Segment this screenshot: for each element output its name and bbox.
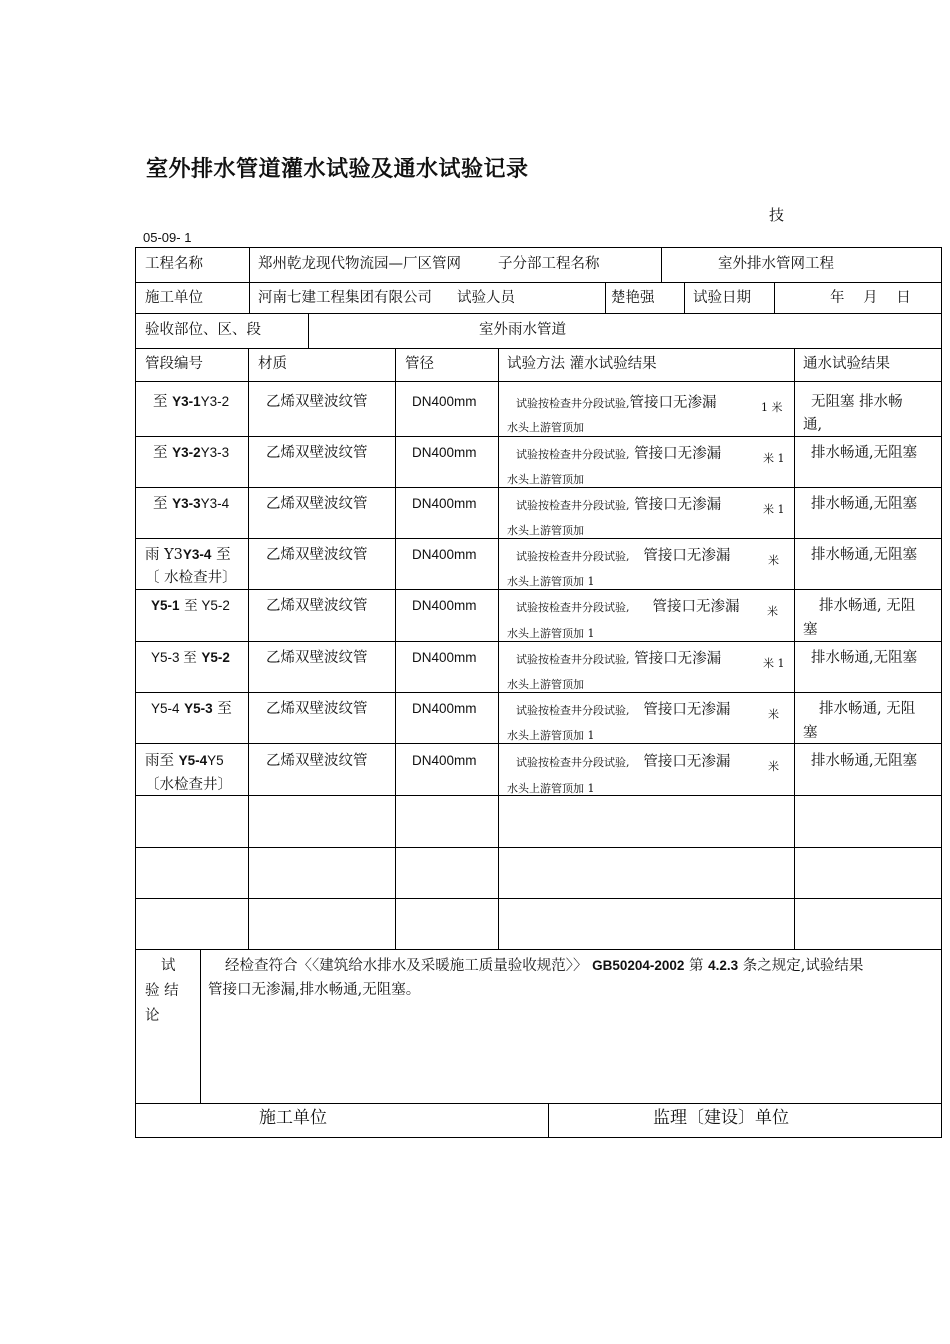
method-cell-2: 水头上游管顶加 [507,678,584,691]
method-cell: 试验按检查井分段试验, 管接口无渗漏 [516,497,722,513]
diameter-cell: DN400mm [412,547,477,562]
method-cell-2: 水头上游管顶加 [507,524,584,537]
col-method: 试验方法 灌水试验结果 [507,356,657,372]
project-name-label: 工程名称 [145,256,203,272]
acceptance-label: 验收部位、区、段 [145,322,261,338]
footer-construction-unit: 施工单位 [259,1108,327,1128]
test-date: 年 月 日 [830,290,911,306]
diameter-cell: DN400mm [412,598,477,613]
method-unit: 米 [768,708,779,721]
table-row: Y5-4 Y5-3 至 [151,701,232,717]
method-cell-2: 水头上游管顶加 1 [507,782,595,795]
method-unit: 米 1 [763,503,785,516]
method-cell: 试验按检查井分段试验, 管接口无渗漏 [516,599,740,615]
segment-note: 〔 水检查井〕 [145,570,237,586]
flow-cell: 排水畅通,无阻塞 [811,547,918,563]
flow-cell: 排水畅通,无阻塞 [811,496,918,512]
method-unit: 1 米 [761,401,783,414]
method-unit: 米 [768,760,779,773]
corner-mark: 技 [769,206,785,224]
diameter-cell: DN400mm [412,394,477,409]
diameter-cell: DN400mm [412,496,477,511]
flow-cell: 排水畅通,无阻塞 [811,445,918,461]
method-cell-2: 水头上游管顶加 1 [507,575,595,588]
method-unit: 米 [768,554,779,567]
footer-supervision-unit: 监理〔建设〕单位 [653,1108,789,1128]
table-row: 雨 Y3Y3-4 至 [145,547,231,563]
diameter-cell: DN400mm [412,701,477,716]
flow-cell: 排水畅通, 无阻 [819,598,916,614]
method-cell: 试验按检查井分段试验, 管接口无渗漏 [516,651,722,667]
method-cell-2: 水头上游管顶加 1 [507,729,595,742]
material-cell: 乙烯双壁波纹管 [266,598,368,614]
conclusion-text-2: 管接口无渗漏,排水畅通,无阻塞。 [208,982,421,998]
flow-cell: 无阻塞 排水畅 [811,394,903,410]
method-unit: 米 [767,605,778,618]
flow-cell-2: 通, [803,417,823,433]
tester-label: 试验人员 [457,290,515,306]
conclusion-label-1: 试 [161,958,176,974]
diameter-cell: DN400mm [412,650,477,665]
method-unit: 米 1 [763,452,785,465]
method-cell-2: 水头上游管顶加 [507,473,584,486]
construction-unit: 河南七建工程集团有限公司 [258,290,432,306]
page-title: 室外排水管道灌水试验及通水试验记录 [146,157,529,182]
table-row: Y5-3 至 Y5-2 [151,650,230,665]
col-segment: 管段编号 [145,356,203,372]
tester: 楚艳强 [611,290,655,306]
table-row: 至 Y3-2Y3-3 [153,445,230,461]
project-name: 郑州乾龙现代物流园—厂区管网 [258,256,461,272]
conclusion-label-2: 验 结 [145,983,179,999]
acceptance: 室外雨水管道 [479,322,566,338]
table-row: Y5-1 至 Y5-2 [151,598,230,613]
method-cell-2: 水头上游管顶加 [507,421,584,434]
material-cell: 乙烯双壁波纹管 [266,650,368,666]
diameter-cell: DN400mm [412,445,477,460]
table-row: 至 Y3-3Y3-4 [153,496,230,512]
col-flow: 通水试验结果 [803,356,890,372]
method-cell: 试验按检查井分段试验, 管接口无渗漏 [516,548,731,564]
flow-cell: 排水畅通,无阻塞 [811,753,918,769]
test-date-label: 试验日期 [693,290,751,306]
material-cell: 乙烯双壁波纹管 [266,547,368,563]
conclusion-text: 经检查符合〈〈建筑给水排水及采暖施工质量验收规范〉〉 GB50204-2002 第 4.2.3 条之规定,试验结果 [225,958,864,974]
material-cell: 乙烯双壁波纹管 [266,753,368,769]
method-cell: 试验按检查井分段试验,管接口无渗漏 [516,395,717,411]
flow-cell-2: 塞 [803,622,818,638]
sub-project: 室外排水管网工程 [718,256,834,272]
material-cell: 乙烯双壁波纹管 [266,394,368,410]
table-row: 至 Y3-1Y3-2 [153,394,230,410]
table-row: 雨至 Y5-4Y5 [145,753,224,769]
material-cell: 乙烯双壁波纹管 [266,445,368,461]
construction-unit-label: 施工单位 [145,290,203,306]
method-cell: 试验按检查井分段试验, 管接口无渗漏 [516,754,731,770]
method-cell: 试验按检查井分段试验, 管接口无渗漏 [516,446,722,462]
form-code: 05-09- 1 [143,230,192,245]
method-cell-2: 水头上游管顶加 1 [507,627,595,640]
method-unit: 米 1 [763,657,785,670]
conclusion-label-3: 论 [145,1008,160,1024]
col-material: 材质 [258,356,287,372]
flow-cell-2: 塞 [803,725,818,741]
flow-cell: 排水畅通,无阻塞 [811,650,918,666]
material-cell: 乙烯双壁波纹管 [266,496,368,512]
segment-note: 〔水检查井〕 [145,777,232,793]
material-cell: 乙烯双壁波纹管 [266,701,368,717]
flow-cell: 排水畅通, 无阻 [819,701,916,717]
method-cell: 试验按检查井分段试验, 管接口无渗漏 [516,702,731,718]
diameter-cell: DN400mm [412,753,477,768]
sub-project-label: 子分部工程名称 [498,256,600,272]
record-table [135,247,942,1138]
col-diameter: 管径 [405,356,434,372]
